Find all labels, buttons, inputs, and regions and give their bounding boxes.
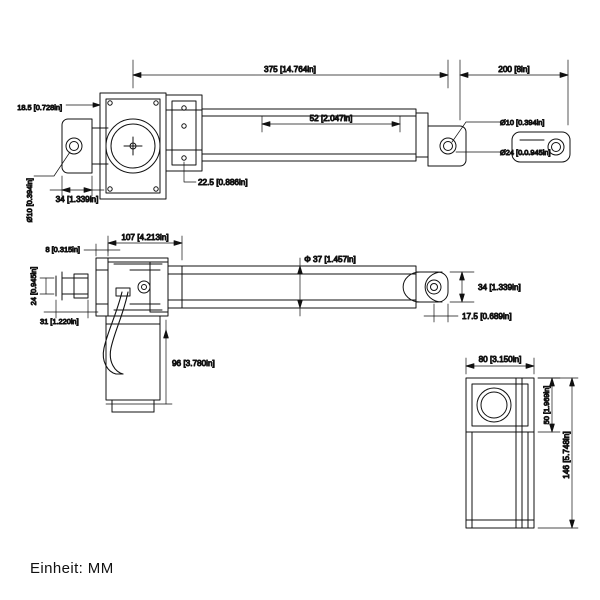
dim-motor-107: 107 [4.213in] (121, 233, 169, 242)
dim-clevis-d24: Ø24 [0.0.945in] (500, 148, 551, 157)
side-view-geometry (56, 258, 448, 412)
dim-stroke-375: 375 [14.764in] (264, 65, 316, 74)
dim-base-31: 31 [1.220in] (40, 317, 79, 326)
dim-clevis-34: 34 [1.339in] (478, 283, 521, 292)
dim-clevis-17-5: 17.5 [0.689in] (462, 312, 512, 321)
dim-tube-d37: Φ 37 [1.457in] (304, 255, 356, 264)
dim-hole-d10-right: Ø10 [0.394in] (500, 118, 545, 127)
dim-width-80: 80 [3.150in] (478, 355, 522, 364)
dim-motor-96: 96 [3.780in] (172, 359, 215, 368)
motor-detail-geometry (466, 378, 534, 528)
dim-height-50: 50 [1.969in] (542, 385, 551, 425)
dim-width-34: 34 [1.339in] (55, 195, 99, 204)
dim-plate-8: 8 [0.315in] (45, 245, 80, 254)
dim-retracted-200: 200 [8in] (498, 65, 530, 74)
side-view-dimensions (40, 236, 474, 404)
dim-offset-22-5: 22.5 [0.886in] (198, 178, 248, 187)
dim-offset-18-5: 18.5 [0.728in] (17, 103, 62, 112)
top-view-geometry (62, 93, 570, 199)
dim-body-52: 52 [2.047in] (309, 114, 353, 123)
dim-height-146: 146 [5.748in] (562, 431, 571, 479)
dim-hole-d10-left: Ø10 [0.394in] (25, 178, 34, 223)
dim-pin-24: 24 [0.945in] (29, 266, 38, 306)
top-view-dimensions (34, 60, 568, 196)
unit-note: Einheit: MM (30, 560, 114, 577)
